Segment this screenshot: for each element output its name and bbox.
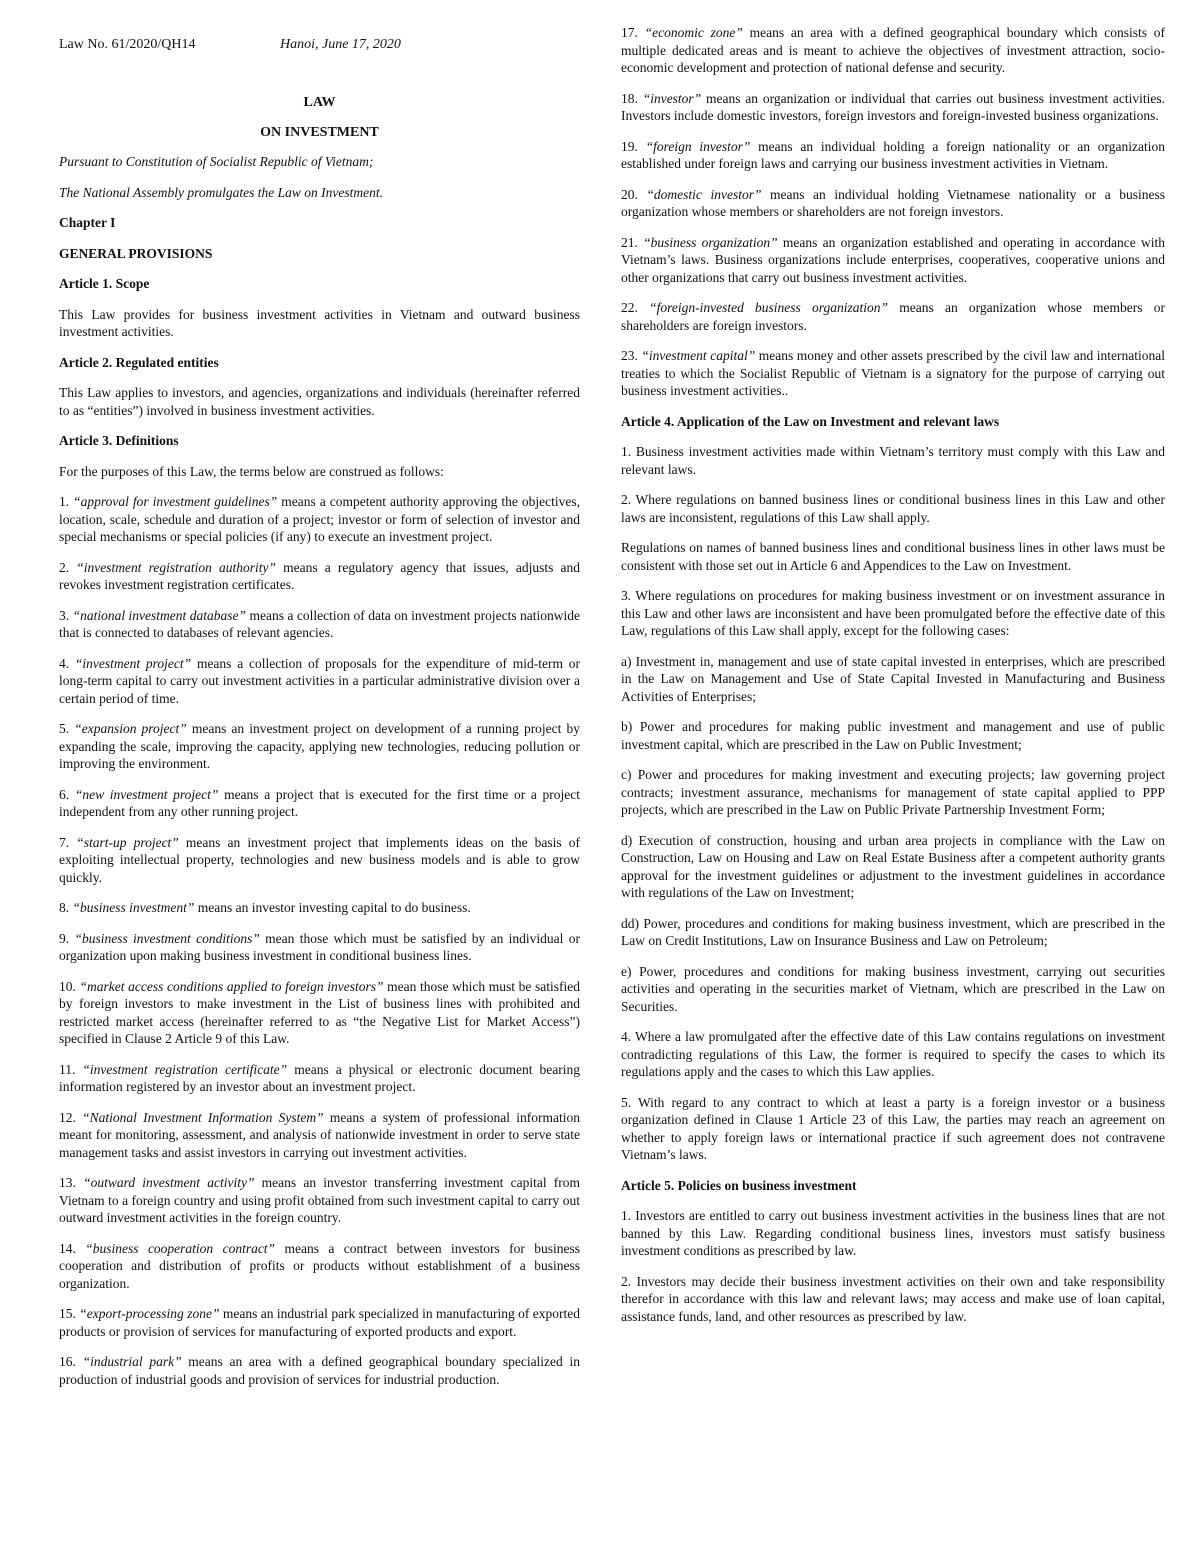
law-date: Hanoi, June 17, 2020	[280, 37, 401, 52]
definition-term: “foreign investor”	[645, 138, 751, 154]
article-3-intro: For the purposes of this Law, the terms below are construed as follows:	[59, 463, 444, 479]
definition-10: 10. “market access conditions applied to foreign investors” mean those which must be satisfied by foreign investors to make investment in the List of business lines with prohibited and restricted market access (hereinafter referred to as “the Negative List for Market Access”) specified in Clause 2 Article 9 of this Law.	[59, 978, 580, 1046]
definition-13: 13. “outward investment activity” means an investor transferring investment capital from Vietnam to a foreign country and using profit obtained from such investment capital to carry out outward investment activities in the foreign country.	[59, 1175, 581, 1225]
article-4-paragraph: d) Execution of construction, housing and urban area projects in compliance with the Law on Construction, Law on Housing and Law on Real Estate Business after a competent authority grants approval for the investment guidelines or adjustment to the investment guidelines in accordance with regulations of the Law on Investment;	[621, 832, 1165, 900]
article-5-paragraph: 1. Investors are entitled to carry out business investment activities in the business lines that are not banned by this Law. Regarding conditional business lines, investors must satisfy business investment conditions as prescribed by law.	[621, 1208, 1165, 1258]
document-header	[59, 32, 580, 58]
definition-term: “domestic investor”	[646, 186, 762, 202]
article-1-title: Article 1. Scope	[59, 276, 150, 291]
definition-5: 5. “expansion project” means an investment project on development of a running project by expanding the scale, improving the capacity, applying new technologies, reducing pollution or improving the environment.	[59, 721, 580, 771]
definition-19: 19. “foreign investor” means an individual holding a foreign nationality or an organization established under foreign laws and carrying our business investment activities in Vietnam.	[621, 138, 1165, 171]
definition-16: 16. “industrial park” means an area with a defined geographical boundary specialized in production of industrial goods and provision of services for industrial production.	[59, 1354, 581, 1387]
chapter-title: GENERAL PROVISIONS	[59, 245, 213, 261]
definition-1: 1. “approval for investment guidelines” means a competent authority approving the objectives, location, scale, schedule and duration of a project; investor or form of selection of investor and special mechanisms or special policies (if any) to execute an investment project.	[59, 494, 580, 544]
definition-term: “foreign-invested business organization”	[649, 300, 889, 315]
article-4-paragraph: dd) Power, procedures and conditions for making business investment, which are prescribed in the Law on Credit Institutions, Law on Insurance Business and Law on Petroleum;	[621, 915, 1165, 948]
article-4-paragraph: 2. Where regulations on banned business lines or conditional business lines in this Law and other laws are inconsistent, regulations of this Law shall apply.	[621, 492, 1165, 525]
definition-14: 14. “business cooperation contract” means a contract between investors for business cooperation and distribution of profits or products without establishment of a business organization.	[59, 1240, 581, 1291]
definition-term: “market access conditions applied to foreign investors”	[79, 978, 384, 994]
definition-term: “economic zone”	[644, 25, 743, 40]
article-1-text: This Law provides for business investment activities in Vietnam and outward business investment activities.	[59, 306, 580, 339]
chapter-number: Chapter I	[59, 215, 116, 230]
article-5-paragraph: 2. Investors may decide their business investment activities on their own and take responsibility therefor in accordance with this law and relevant laws; may access and make use of loan capital, assistance funds, land, and other resources as prescribed by law.	[621, 1273, 1165, 1324]
article-4-paragraph: a) Investment in, management and use of state capital invested in enterprises, which are prescribed in the Law on Management and Use of State Capital Invested in Manufacturing and Business Activities of Enterprises;	[621, 653, 1165, 704]
definition-21: 21. “business organization” means an organization established and operating in accordance with Vietnam’s laws. Business organizations include enterprises, cooperatives, cooperative unions and other organizations that carry out business investment activities.	[621, 234, 1165, 285]
article-4-paragraph: e) Power, procedures and conditions for making business investment, carrying out securities activities and operating in the securities market of Vietnam, which are prescribed in the Law on Securities.	[621, 963, 1165, 1014]
article-4-paragraph: 3. Where regulations on procedures for making business investment or on investment assurance in this Law and other laws are inconsistent and have been promulgated before the effective date of this Law, regulations of this Law shall apply, except for the following cases:	[621, 588, 1165, 638]
law-title: LAW	[303, 95, 336, 110]
definition-term: “industrial park”	[82, 1354, 182, 1369]
definition-term: “start-up project”	[76, 834, 179, 850]
definition-term: “investor”	[642, 90, 702, 106]
definition-6: 6. “new investment project” means a project that is executed for the first time or a project independent from any other running project.	[59, 786, 581, 819]
article-4-paragraph: c) Power and procedures for making investment and executing projects; law governing project contracts; investment assurance, mechanisms for management of state capital applied to PPP projects, which are prescribed in the Law on Public Private Partnership Investment Form;	[621, 767, 1165, 817]
article-4-title: Article 4. Application of the Law on Investment and relevant laws	[621, 413, 1000, 429]
definition-2: 2. “investment registration authority” means a regulatory agency that issues, adjusts and revokes investment registration certificates.	[59, 559, 581, 592]
definition-4: 4. “investment project” means a collection of proposals for the expenditure of mid-term or long-term capital to carry out investment activities in a particular administrative division over a certain period of time.	[59, 655, 581, 706]
definition-term: “business cooperation contract”	[85, 1240, 276, 1256]
definition-20: 20. “domestic investor” means an individual holding Vietnamese nationality or a business organization whose members or shareholders are not foreign investors.	[621, 186, 1166, 219]
left-column	[59, 32, 580, 1401]
definition-term: “expansion project”	[74, 721, 187, 736]
article-4-paragraph: 5. With regard to any contract to which at least a party is a foreign investor or a business organization defined in Clause 1 Article 23 of this Law, the parties may reach an agreement on whether to apply foreign laws or international practice if such agreement does not contravene Vietnam’s laws.	[621, 1094, 1165, 1162]
definition-term: “national investment database”	[72, 607, 247, 623]
definition-term: “National Investment Information System”	[82, 1109, 324, 1125]
law-number: Law No. 61/2020/QH14	[59, 37, 196, 52]
definition-12: 12. “National Investment Information System” means a system of professional information meant for monitoring, assessment, and analysis of nationwide investment in order to serve state management tasks and assist investors in carrying out investment activities.	[59, 1109, 580, 1160]
definition-18: 18. “investor” means an organization or individual that carries out business investment activities. Investors include domestic investors, foreign investors and foreign-invested business organizations.	[621, 90, 1166, 123]
law-subtitle: ON INVESTMENT	[260, 124, 379, 140]
article-4-paragraph: b) Power and procedures for making public investment and management and use of public investment capital, which are prescribed in the Law on Public Investment;	[621, 719, 1165, 752]
article-5-title: Article 5. Policies on business investment	[621, 1177, 857, 1193]
definition-22: 22. “foreign-invested business organization” means an organization whose members or shareholders are foreign investors.	[621, 300, 1165, 333]
definition-17: 17. “economic zone” means an area with a defined geographical boundary which consists of multiple dedicated areas and is meant to achieve the objectives of investment attraction, socio-economic development and protection of national defense and security.	[621, 25, 1165, 75]
article-3-title: Article 3. Definitions	[59, 433, 179, 448]
definition-term: “new investment project”	[74, 786, 219, 802]
definition-15: 15. “export-processing zone” means an industrial park specialized in manufacturing of exported products or provision of services for manufacturing of exported products and export.	[59, 1306, 581, 1339]
definition-term: “investment capital”	[641, 348, 756, 363]
right-column	[621, 24, 1165, 1338]
definition-11: 11. “investment registration certificate” means a physical or electronic document bearing information registered by an investor about an investment project.	[59, 1061, 580, 1094]
definition-term: “business organization”	[643, 234, 778, 250]
definition-term: “investment registration certificate”	[82, 1061, 288, 1077]
definition-term: “business investment”	[72, 900, 195, 915]
definition-term: “outward investment activity”	[83, 1175, 255, 1190]
preamble-constitution: Pursuant to Constitution of Socialist Republic of Vietnam;	[59, 154, 374, 169]
definition-3: 3. “national investment database” means a collection of data on investment projects nationwide that is connected to databases of relevant agencies.	[59, 607, 581, 640]
definition-7: 7. “start-up project” means an investment project that implements ideas on the basis of exploiting intellectual property, technologies and new business models and is able to grow quickly.	[59, 834, 580, 885]
article-4-paragraph: 4. Where a law promulgated after the effective date of this Law contains regulations on investment contradicting regulations of this Law, the former is required to specify the cases to which its regulations apply and the cases to which this Law applies.	[621, 1029, 1165, 1079]
definition-term: “export-processing zone”	[79, 1306, 220, 1321]
definition-term: “investment registration authority”	[76, 559, 276, 575]
article-2-text: This Law applies to investors, and agencies, organizations and individuals (hereinafter referred to as “entities”) involved in business investment activities.	[59, 385, 580, 418]
article-4-paragraph: 1. Business investment activities made within Vietnam’s territory must comply with this Law and relevant laws.	[621, 444, 1165, 477]
article-2-title: Article 2. Regulated entities	[59, 354, 219, 370]
definition-term: “business investment conditions”	[74, 930, 260, 946]
definition-term: “approval for investment guidelines”	[73, 494, 278, 509]
definition-8: 8. “business investment” means an investor investing capital to do business.	[59, 900, 471, 915]
definition-9: 9. “business investment conditions” mean those which must be satisfied by an individual or organization upon making business investment in conditional business lines.	[59, 930, 580, 963]
definition-term: “investment project”	[74, 655, 192, 671]
article-4-paragraph: Regulations on names of banned business lines and conditional business lines in other laws must be consistent with those set out in Article 6 and Appendices to the Law on Investment.	[621, 540, 1165, 573]
preamble-promulgation: The National Assembly promulgates the Law on Investment.	[59, 184, 383, 200]
definition-23: 23. “investment capital” means money and other assets prescribed by the civil law and international treaties to which the Socialist Republic of Vietnam is a signatory for the purpose of carrying out business investment activities..	[621, 348, 1166, 398]
